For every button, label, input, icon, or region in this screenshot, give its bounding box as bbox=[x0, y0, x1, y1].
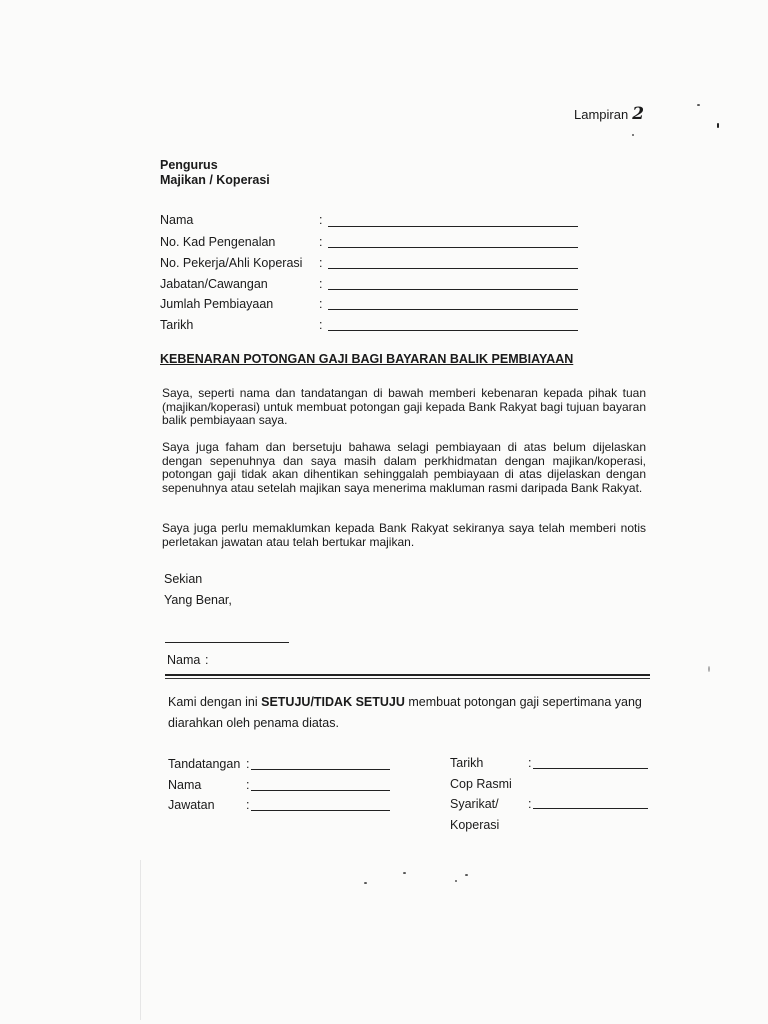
employer-jawatan-label: Jawatan bbox=[168, 798, 215, 812]
approval-setuju-choice: SETUJU/TIDAK SETUJU bbox=[261, 695, 405, 709]
scan-speck bbox=[717, 123, 719, 128]
field-colon: : bbox=[319, 277, 323, 291]
cop-syarikat-label: Syarikat/ bbox=[450, 797, 499, 811]
field-label-jumlah: Jumlah Pembiayaan bbox=[160, 297, 274, 311]
field-line-jumlah[interactable] bbox=[328, 309, 578, 310]
scan-speck bbox=[708, 666, 710, 672]
closing-nama-label: Nama bbox=[167, 653, 201, 667]
scan-edge-shadow bbox=[140, 860, 141, 1020]
separator-rule-bottom bbox=[165, 678, 650, 679]
approval-statement-post: membuat potongan gaji sepertimana yang bbox=[404, 695, 642, 709]
lampiran-label bbox=[574, 104, 644, 124]
field-colon: : bbox=[319, 213, 323, 227]
field-line-tarikh[interactable] bbox=[328, 330, 578, 331]
closing-nama-colon: : bbox=[205, 653, 209, 667]
field-label-jabatan: Jabatan/Cawangan bbox=[160, 277, 268, 291]
field-colon: : bbox=[319, 318, 323, 332]
scan-speck bbox=[455, 880, 457, 882]
field-line-nama[interactable] bbox=[328, 226, 578, 227]
field-label-tarikh: Tarikh bbox=[160, 318, 194, 332]
applicant-signature-line[interactable] bbox=[165, 642, 289, 643]
scan-speck bbox=[465, 874, 468, 876]
cop-rasmi-label: Cop Rasmi bbox=[450, 777, 512, 791]
field-colon: : bbox=[319, 256, 323, 270]
field-label-nama: Nama bbox=[160, 213, 194, 227]
field-line-jabatan[interactable] bbox=[328, 289, 578, 290]
scan-speck bbox=[364, 882, 367, 884]
approval-statement-line2: diarahkan oleh penama diatas. bbox=[168, 716, 339, 730]
employer-colon: : bbox=[246, 778, 250, 792]
cop-koperasi-label: Koperasi bbox=[450, 818, 500, 832]
employer-tandatangan-label: Tandatangan bbox=[168, 757, 241, 771]
field-label-pekerja: No. Pekerja/Ahli Koperasi bbox=[160, 256, 303, 270]
employer-tarikh-line[interactable] bbox=[533, 768, 648, 769]
approval-statement-pre: Kami dengan ini bbox=[168, 695, 262, 709]
scan-speck bbox=[697, 104, 700, 106]
employer-jawatan-line[interactable] bbox=[251, 810, 390, 811]
paragraph-3: Saya juga perlu memaklumkan kepada Bank Rakyat sekiranya saya telah memberi notis perletakan jawatan atau telah bertukar majikan. bbox=[162, 521, 646, 549]
field-label-kad-pengenalan: No. Kad Pengenalan bbox=[160, 235, 276, 249]
separator-rule-top bbox=[165, 674, 650, 676]
employer-nama-line[interactable] bbox=[251, 790, 390, 791]
approval-statement bbox=[168, 695, 642, 709]
field-colon: : bbox=[319, 297, 323, 311]
paragraph-1: Saya, seperti nama dan tandatangan di bawah memberi kebenaran kepada pihak tuan (majikan/koperasi) untuk membuat potongan gaji kepada Bank Rakyat bagi tujuan bayaran balik pembiayaan saya. bbox=[162, 386, 646, 428]
address-line-2: Majikan / Koperasi bbox=[160, 173, 270, 187]
lampiran-text: Lampiran bbox=[574, 107, 629, 122]
employer-colon: : bbox=[246, 798, 250, 812]
scan-speck bbox=[403, 872, 406, 874]
employer-tarikh-label: Tarikh bbox=[450, 756, 484, 770]
document-title: KEBENARAN POTONGAN GAJI BAGI BAYARAN BALIK PEMBIAYAAN bbox=[160, 352, 574, 366]
closing-sekian: Sekian bbox=[164, 572, 203, 586]
field-colon: : bbox=[319, 235, 323, 249]
employer-nama-label: Nama bbox=[168, 778, 202, 792]
address-line-1: Pengurus bbox=[160, 158, 218, 172]
employer-tandatangan-line[interactable] bbox=[251, 769, 390, 770]
field-line-kad-pengenalan[interactable] bbox=[328, 247, 578, 248]
employer-tarikh-colon: : bbox=[528, 756, 532, 770]
employer-colon: : bbox=[246, 757, 250, 771]
lampiran-number: 2 bbox=[632, 104, 645, 124]
cop-rasmi-line[interactable] bbox=[533, 808, 648, 809]
closing-yang-benar: Yang Benar, bbox=[164, 593, 232, 607]
paragraph-2: Saya juga faham dan bersetuju bahawa selagi pembiayaan di atas belum dijelaskan dengan sepenuhnya dan saya masih dalam perkhidmatan dengan majikan/koperasi, potongan gaji tidak akan dihentikan sehinggalah pembiayaan di atas dijelaskan dengan sepenuhnya atau setelah majikan saya menerima makluman rasmi daripada Bank Rakyat. bbox=[162, 440, 646, 495]
field-line-pekerja[interactable] bbox=[328, 268, 578, 269]
cop-colon: : bbox=[528, 797, 532, 811]
scan-speck bbox=[632, 134, 634, 136]
